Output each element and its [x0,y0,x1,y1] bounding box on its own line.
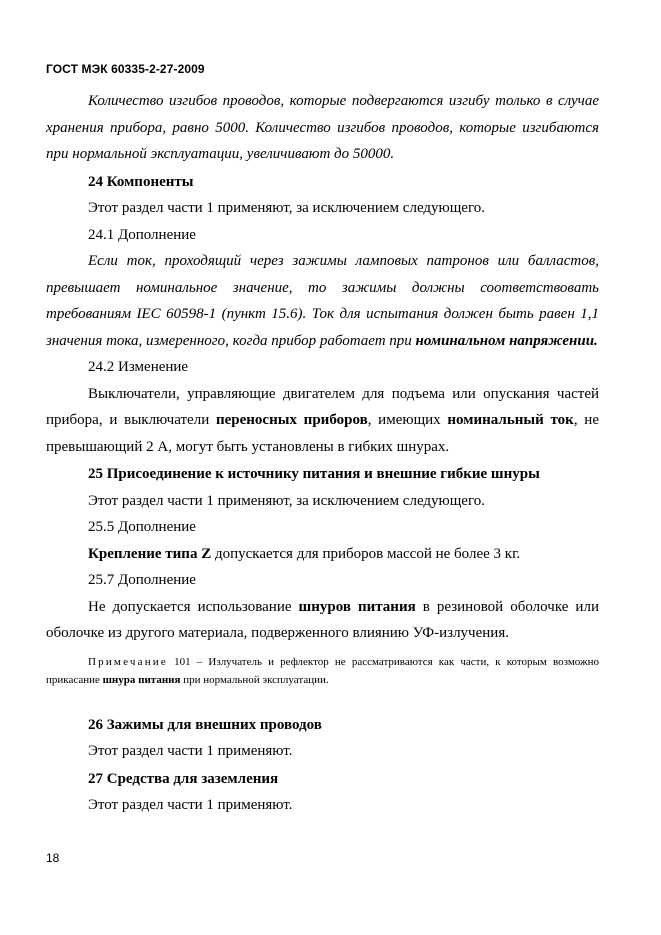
term-type-z-attachment: Крепление типа Z [88,545,212,562]
section-24-heading: 24 Компоненты [88,173,194,190]
term-supply-cord: шнура питания [102,673,181,686]
clause-25-5-title: 25.5 Дополнение [88,519,196,535]
document-body [46,88,599,819]
note-text-a: 101 – Излучатель и рефлектор не рассматриваются как части, к которым возможно прикасание [46,655,599,686]
clause-24-2-part-e: , не превышающий 2 А, могут быть установлены в гибких шнурах. [46,412,599,455]
section-24-text: Этот раздел части 1 применяют, за исключением следующего. [88,200,485,216]
clause-24-1-text-main: Если ток, проходящий через зажимы ламповых патронов или балластов, превышает номинальное значение, то зажимы должны соответствовать требованиям IEC 60598-1 (пункт 15.6). Ток для испытания должен быть равен 1,1 значения тока, измеренного, когда прибор работает при [46,253,599,349]
clause-24-2-title: 24.2 Изменение [88,359,189,375]
term-rated-current: номинальный ток [447,412,574,428]
section-25-heading: 25 Присоединение к источнику питания и внешние гибкие шнуры [88,466,540,482]
clause-25-5-text [46,541,599,568]
section-25-text: Этот раздел части 1 применяют, за исключением следующего. [88,492,485,509]
clause-24-2-part-a: Выключатели, управляющие двигателем для подъема или опускания частей прибора, и выключатели [46,385,599,428]
section-27-text: Этот раздел части 1 применяют. [88,797,293,813]
clause-24-1-title: 24.1 Дополнение [88,226,196,243]
clause-24-2-text [46,381,599,461]
note-label: Примечание [88,655,168,668]
clause-24-1-text [46,248,599,354]
clause-25-7-part-c: в резиновой оболочке или оболочке из другого материала, подверженного влиянию УФ-излучения. [46,598,599,641]
section-26-text: Этот раздел части 1 применяют. [88,743,293,759]
clause-25-5-rest: допускается для приборов массой не более 3 кг. [211,545,521,562]
clause-24-2-part-c: , имеющих [367,412,448,428]
section-27-heading: 27 Средства для заземления [88,770,279,787]
note-101 [46,653,599,689]
term-supply-cords: шнуров питания [298,598,416,615]
note-text-c: при нормальной эксплуатации. [180,673,329,686]
section-26-heading: 26 Зажимы для внешних проводов [88,716,322,733]
clause-25-7-text [46,594,599,647]
clause-25-7-part-a: Не допускается использование [88,598,299,615]
clause-25-7-title: 25.7 Дополнение [88,572,196,588]
document-header: ГОСТ МЭК 60335-2-27-2009 [46,62,205,76]
term-portable-appliances: переносных приборов [215,412,368,428]
page-number: 18 [46,851,60,865]
paragraph-bend-count: Количество изгибов проводов, которые подвергаются изгибу только в случае хранения прибора, равно 5000. Количество изгибов проводов, которые изгибаются при нормальной эксплуатации, увеличивают до 50000. [46,93,599,162]
spacer [46,689,599,711]
term-rated-voltage: номинальном напряжении. [415,332,598,349]
